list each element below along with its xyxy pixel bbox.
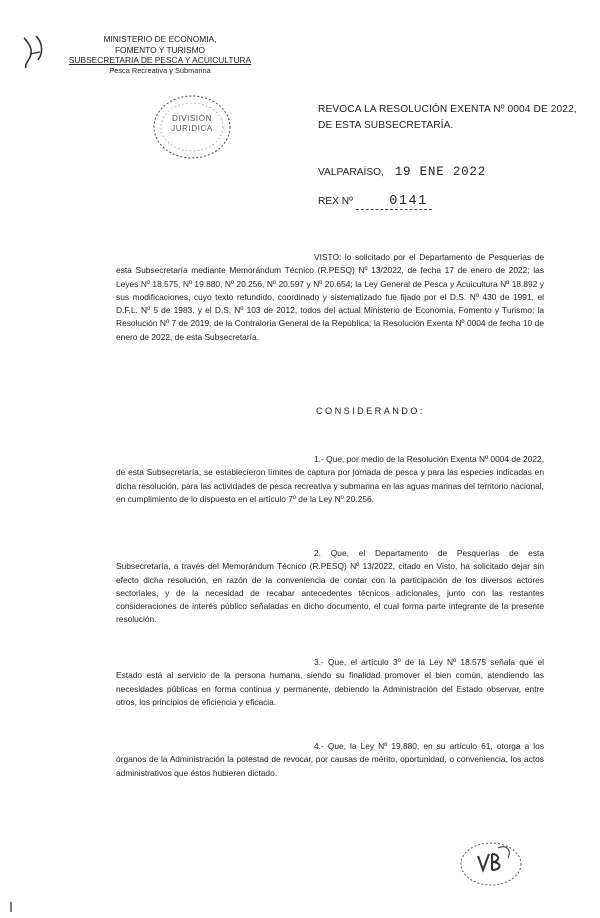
reference-line-1: REVOCA LA RESOLUCIÓN EXENTA Nº 0004 DE 2022,: [318, 104, 577, 115]
considerando-text: Subsecretaría, a través del Memorándum Técnico (R.PESQ) Nº 13/2022, citado en Visto, ha solicitado dejar sin efecto dicha resolución, en razón de la conveniencia de contar con la participación de los diversos actores sectoriales, y de la necesidad de recabar antecedentes técnicos adicionales, junto con las restantes consideraciones de interés público señaladas en dicho documento, el cual forma parte integrante de la presente resolución.: [116, 561, 544, 625]
stamp-line-1: DIVISIÓN: [172, 114, 212, 123]
ministry-line-1: MINISTERIO DE ECONOMIA,: [103, 34, 217, 44]
considerando-first-line: Que, el Departamento de Pesquerías de esta: [330, 548, 544, 558]
considerando-number: 3.-: [314, 657, 324, 667]
division-line: Pesca Recreativa y Submarina: [109, 65, 211, 75]
ministry-header: [60, 34, 260, 76]
considerando-first-line: Que, por medio de la Resolución Exenta Nº 0004: [326, 454, 510, 464]
considerando-number: 1.-: [314, 454, 324, 464]
division-juridica-stamp: [150, 92, 234, 162]
visa-stamp-icon: [456, 838, 526, 890]
considerando-item-4: [116, 740, 544, 780]
visto-text: lo solicitado por el Departamento de Pesquerías de esta Subsecretaría mediante Memorándum Técnico (R.PESQ) Nº 13/2022, de fecha 17 de enero de 2022; las Leyes Nº 18.575, Nº 19.880, Nº 20.256, Nº 20.597 y Nº 20.654; la Ley General de Pesca y Acuicultura Nº 18.892 y sus modificaciones, cuyo texto refundido, coordinado y sistematizado fue fijado por el D.S. Nº 430 de 1991, el D.F.L. Nº 5 de 1983, y el D.S. Nº 103 de 2012, todos del actual Ministerio de Economía, Fomento y Turismo; la Resolución Nº 7 de 2019, de la Contraloría General de la República; la Resolución Exenta Nº 0004 de fecha 10 de enero de 2022, de esta Subsecretaría.: [116, 252, 544, 342]
considerando-number: 4.-: [314, 741, 324, 751]
visto-label: VISTO:: [314, 252, 342, 262]
rex-value: 0141: [356, 194, 432, 210]
considerando-number: 2.: [314, 548, 321, 558]
date-stamp: 19 ENE 2022: [394, 165, 487, 179]
considerando-item-1: [116, 453, 544, 506]
rex-number: [318, 194, 558, 210]
considerando-title: CONSIDERANDO:: [316, 406, 425, 416]
considerando-first-line: Que, el artículo 3º de la Ley Nº 18.575 señala: [328, 657, 515, 667]
rex-label: REX Nº: [318, 196, 353, 207]
place-date: [318, 165, 588, 179]
considerando-text: de 2022, de esta Subsecretaría, se establecieron límites de captura por jornada de pesca y para las especies indicadas en dicha resolución, para las actividades de pesca recreativa y submarina en las aguas marinas del territorio nacional, en cumplimiento de lo dispuesto en el artículo 7º de la Ley Nº 20.256.: [116, 454, 545, 504]
considerando-item-2: [116, 547, 544, 627]
corner-mark-icon: [8, 900, 20, 914]
document-reference: [318, 102, 588, 133]
considerando-item-3: [116, 656, 544, 709]
considerando-text: que el Estado está al servicio de la persona humana, siendo su finalidad promover el bien común, atendiendo las necesidades públicas en forma continua y permanente, debiendo la Administración del Estado observar, entre otros, los principios de eficiencia y eficacia.: [116, 657, 545, 707]
city-label: VALPARAÍSO,: [318, 167, 384, 178]
handwritten-mark-icon: [16, 32, 50, 78]
subsecretaria-name: SUBSECRETARIA DE PESCA Y ACUICULTURA: [68, 55, 252, 65]
stamp-line-2: JURIDICA: [171, 124, 213, 133]
visto-section: [116, 251, 544, 344]
reference-line-2: DE ESTA SUBSECRETARÍA.: [318, 119, 454, 131]
considerando-text: a los órganos de la Administración la potestad de revocar, por causas de mérito, oportunidad, o conveniencia, los actos administrativos que éstos hubieren dictado.: [116, 741, 545, 778]
considerando-first-line: Que, la Ley Nº 19.880, en su artículo 61, otorga: [327, 741, 521, 751]
ministry-line-2: FOMENTO Y TURISMO: [114, 44, 206, 55]
